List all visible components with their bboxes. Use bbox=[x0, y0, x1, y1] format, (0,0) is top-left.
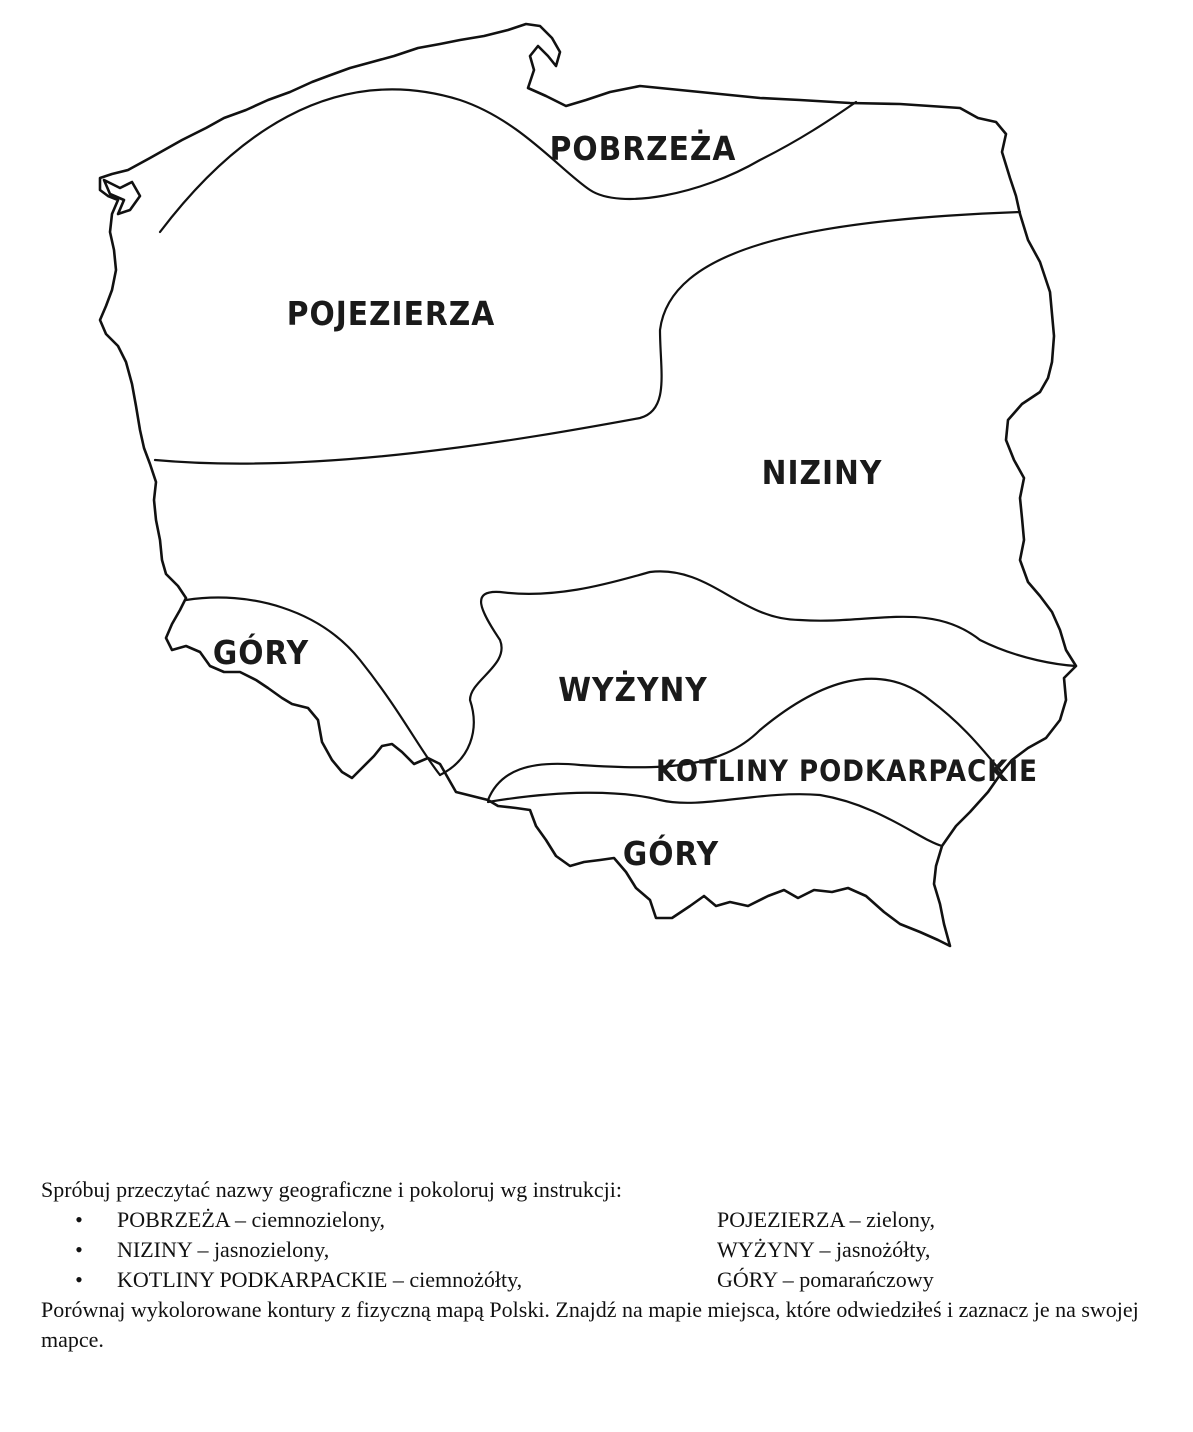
instruction-right: POJEZIERZA – zielony, bbox=[717, 1207, 935, 1232]
instructions-intro: Spróbuj przeczytać nazwy geograficzne i pokoloruj wg instrukcji: bbox=[41, 1177, 622, 1202]
coloring-instructions bbox=[41, 1175, 1161, 1355]
bullet: • bbox=[75, 1207, 83, 1232]
label-wyzyny: WYŻYNY bbox=[558, 670, 708, 709]
instruction-row bbox=[41, 1205, 1161, 1235]
instruction-row bbox=[41, 1235, 1161, 1265]
instruction-right: GÓRY – pomarańczowy bbox=[717, 1267, 934, 1292]
divider-pobrzeza bbox=[160, 89, 856, 232]
instruction-left: KOTLINY PODKARPACKIE – ciemnożółty, bbox=[117, 1267, 523, 1292]
divider-wyzyny-north bbox=[440, 571, 1076, 775]
label-gory-west: GÓRY bbox=[212, 633, 310, 672]
divider-gory-west bbox=[186, 598, 440, 776]
label-niziny: NIZINY bbox=[761, 453, 883, 492]
instruction-row bbox=[41, 1265, 1161, 1295]
bullet: • bbox=[75, 1237, 83, 1262]
instruction-left: POBRZEŻA – ciemnozielony, bbox=[117, 1207, 386, 1232]
instructions-outro: Porównaj wykolorowane kontury z fizyczną mapą Polski. Znajdź na mapie miejsca, które odwiedziłeś i zaznacz je na swojej mapce. bbox=[41, 1297, 1139, 1352]
instruction-right: WYŻYNY – jasnożółty, bbox=[717, 1237, 931, 1262]
label-pobrzeza: POBRZEŻA bbox=[549, 129, 737, 168]
instruction-left: NIZINY – jasnozielony, bbox=[117, 1237, 330, 1262]
label-pojezierza: POJEZIERZA bbox=[286, 294, 496, 333]
divider-pojezierza bbox=[155, 212, 1020, 464]
label-gory-south: GÓRY bbox=[622, 834, 720, 873]
label-kotliny-podkarpackie: KOTLINY PODKARPACKIE bbox=[655, 754, 1039, 788]
bullet: • bbox=[75, 1267, 83, 1292]
